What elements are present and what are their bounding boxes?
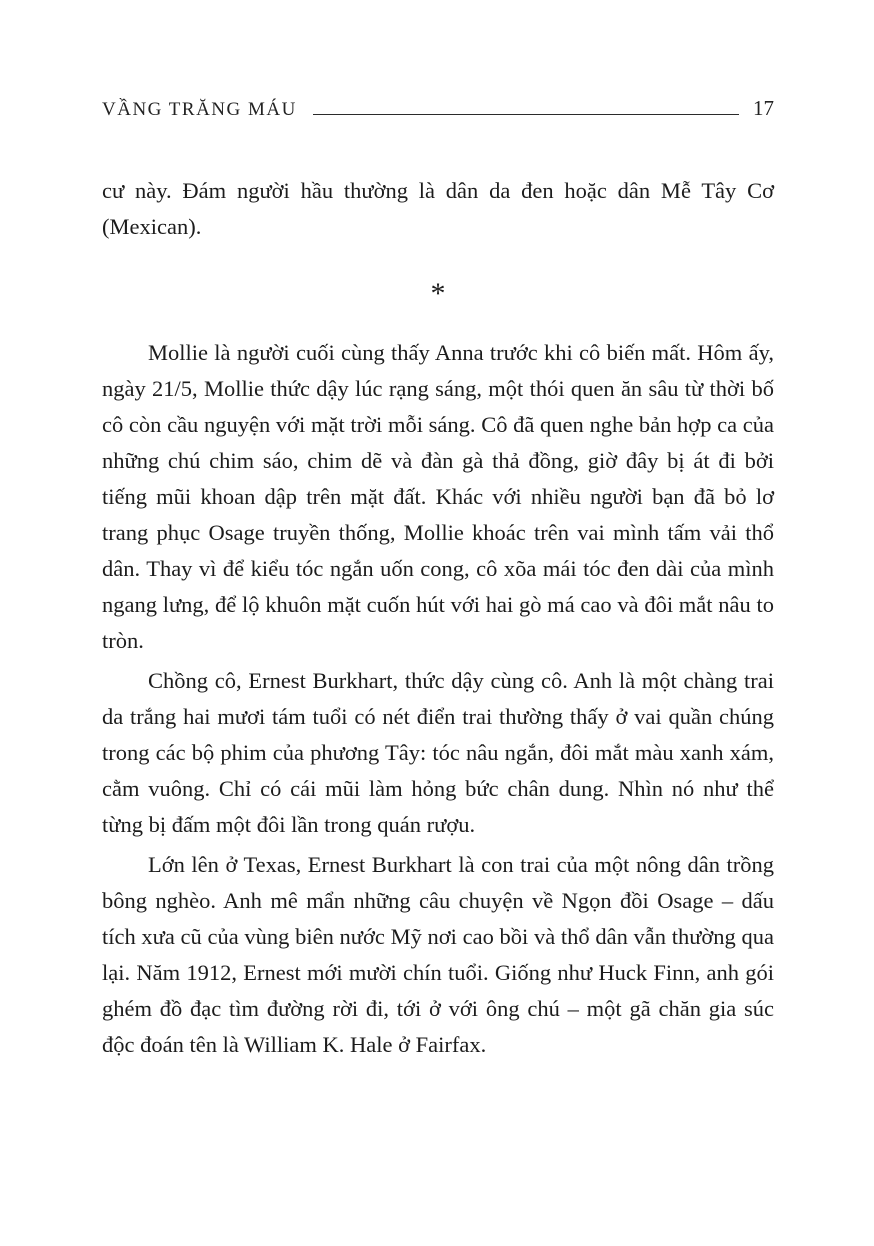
- header-rule: [313, 113, 739, 115]
- running-header: [102, 96, 774, 121]
- paragraph-continuation: cư này. Đám người hầu thường là dân da đen hoặc dân Mễ Tây Cơ (Mexican).: [102, 178, 774, 239]
- section-separator-asterisk: *: [430, 277, 446, 310]
- paragraph: Mollie là người cuối cùng thấy Anna trước khi cô biến mất. Hôm ấy, ngày 21/5, Mollie thức dậy lúc rạng sáng, một thói quen ăn sâu từ thời bố cô còn cầu nguyện với mặt trời mỗi sáng. Cô đã quen nghe bản hợp ca của những chú chim sáo, chim dẽ và đàn gà thả đồng, giờ đây bị át đi bởi tiếng mũi khoan dập trên mặt đất. Khác với nhiều người bạn đã bỏ lơ trang phục Osage truyền thống, Mollie khoác trên vai mình tấm vải thổ dân. Thay vì để kiểu tóc ngắn uốn cong, cô xõa mái tóc đen dài của mình ngang lưng, để lộ khuôn mặt cuốn hút với hai gò má cao và đôi mắt nâu to tròn.: [102, 340, 774, 653]
- page-body-text: [102, 173, 774, 1063]
- paragraph: Chồng cô, Ernest Burkhart, thức dậy cùng cô. Anh là một chàng trai da trắng hai mươi tám tuổi có nét điển trai thường thấy ở vai quần chúng trong các bộ phim của phương Tây: tóc nâu ngắn, đôi mắt màu xanh xám, cằm vuông. Chỉ có cái mũi làm hỏng bức chân dung. Nhìn nó như thể từng bị đấm một đôi lần trong quán rượu.: [102, 668, 774, 837]
- book-title: VẦNG TRĂNG MÁU: [102, 99, 297, 120]
- paragraph: Lớn lên ở Texas, Ernest Burkhart là con trai của một nông dân trồng bông nghèo. Anh mê mẩn những câu chuyện về Ngọn đồi Osage – dấu tích xưa cũ của vùng biên nước Mỹ nơi cao bồi và thổ dân vẫn thường qua lại. Năm 1912, Ernest mới mười chín tuổi. Giống như Huck Finn, anh gói ghém đồ đạc tìm đường rời đi, tới ở với ông chú – một gã chăn gia súc độc đoán tên là William K. Hale ở Fairfax.: [102, 852, 774, 1057]
- page-number: 17: [753, 96, 774, 120]
